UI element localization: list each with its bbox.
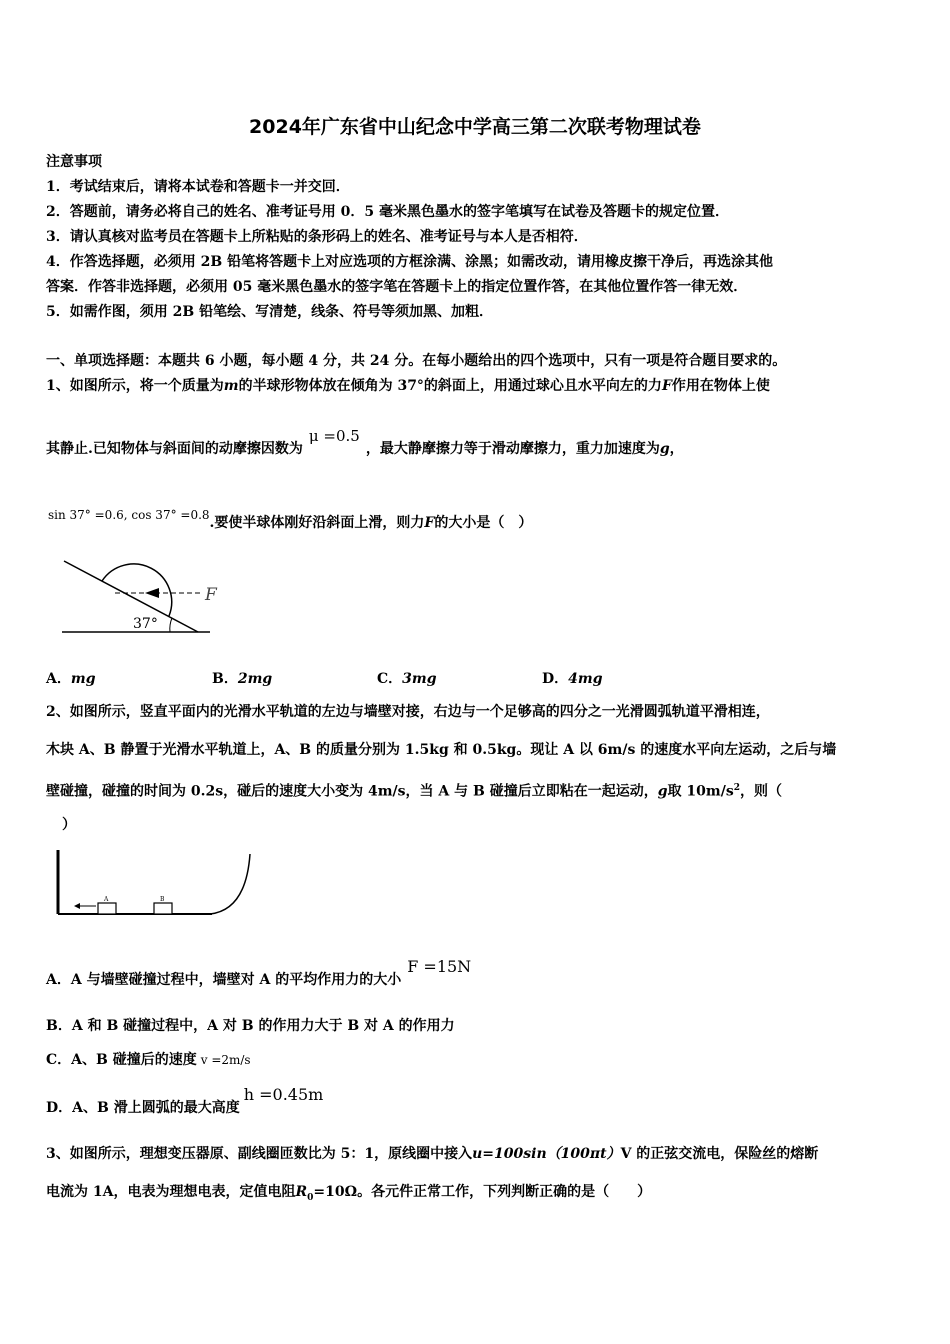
- trig-formula: sin 37° =0.6, cos 37° =0.8: [48, 508, 210, 522]
- block-b: [154, 903, 172, 914]
- q2-stem-line1: 2、如图所示，竖直平面内的光滑水平轨道的左边与墙壁对接，右边与一个足够高的四分之一光滑圆弧轨道平滑相连，: [46, 704, 770, 720]
- q2-option-d[interactable]: D．A、B 滑上圆弧的最大高度h =0.45m: [46, 1085, 324, 1116]
- height-formula: h =0.45m: [243, 1085, 324, 1104]
- notice-item-4-cont: 答案．作答非选择题，必须用 05 毫米黑色墨水的签字笔在答题卡上的指定位置作答，在其他位置作答一律无效．: [46, 279, 748, 295]
- q1-stem-line1: 1、如图所示，将一个质量为m的半球形物体放在倾角为 37°的斜面上，用通过球心且水平向左的力F作用在物体上使: [46, 378, 770, 394]
- mu-formula: μ =0.5: [308, 427, 360, 445]
- q1-option-c[interactable]: C．3mg: [377, 671, 437, 687]
- q2-option-a[interactable]: A．A 与墙壁碰撞过程中，墙壁对 A 的平均作用力的大小F =15N: [46, 957, 472, 988]
- arc-track: [210, 854, 250, 914]
- q2-stem-line4: ）: [62, 817, 76, 833]
- force-label: F: [205, 585, 217, 605]
- q1-option-b[interactable]: B．2mg: [212, 671, 273, 687]
- notice-heading: 注意事项: [46, 154, 102, 170]
- q2-option-c[interactable]: C．A、B 碰撞后的速度 v =2m/s: [46, 1052, 251, 1068]
- q2-figure-track: [50, 848, 260, 920]
- q1-option-d[interactable]: D．4mg: [542, 671, 603, 687]
- block-b-label: B: [160, 896, 165, 903]
- notice-item-1: 1．考试结束后，请将本试卷和答题卡一并交回．: [46, 179, 350, 195]
- notice-item-5: 5．如需作图，须用 2B 铅笔绘、写清楚，线条、符号等须加黑、加粗．: [46, 304, 494, 320]
- notice-item-4: 4．作答选择题，必须用 2B 铅笔将答题卡上对应选项的方框涂满、涂黑；如需改动，请用橡皮擦干净后，再选涂其他: [46, 254, 774, 270]
- q1-option-a[interactable]: A．mg: [46, 671, 96, 687]
- notice-item-3: 3．请认真核对监考员在答题卡上所粘贴的条形码上的姓名、准考证号与本人是否相符．: [46, 229, 588, 245]
- angle-arc: [170, 618, 172, 632]
- block-a: [98, 903, 116, 914]
- incline-surface: [64, 561, 198, 632]
- q1-stem-line3: sin 37° =0.6, cos 37° =0.8.要使半球体刚好沿斜面上滑，则力F的大小是（ ）: [48, 508, 533, 531]
- angle-label: 37°: [133, 616, 158, 632]
- velocity-arrowhead: [74, 903, 80, 909]
- force-arrowhead: [145, 588, 159, 598]
- q1-figure-incline: [55, 528, 235, 638]
- q2-stem-line2: 木块 A、B 静置于光滑水平轨道上，A、B 的质量分别为 1.5kg 和 0.5kg。现让 A 以 6m/s 的速度水平向左运动，之后与墙: [46, 742, 837, 758]
- block-a-label: A: [104, 896, 109, 903]
- page-title: 2024年广东省中山纪念中学高三第二次联考物理试卷: [249, 116, 701, 138]
- velocity-formula: v =2m/s: [200, 1053, 251, 1067]
- section-heading: 一、单项选择题：本题共 6 小题，每小题 4 分，共 24 分。在每小题给出的四个选项中，只有一项是符合题目要求的。: [46, 353, 787, 369]
- hemisphere-outline: [102, 564, 172, 616]
- notice-item-2: 2．答题前，请务必将自己的姓名、准考证号用 0．5 毫米黑色墨水的签字笔填写在试卷及答题卡的规定位置．: [46, 204, 729, 220]
- q3-stem-line1: 3、如图所示，理想变压器原、副线圈匝数比为 5：1，原线圈中接入u=100sin（100πt）V 的正弦交流电，保险丝的熔断: [46, 1146, 819, 1162]
- q1-stem-line2: 其静止.已知物体与斜面间的动摩擦因数为μ =0.5，最大静摩擦力等于滑动摩擦力，重力加速度为g，: [46, 427, 684, 457]
- q2-stem-line3: 壁碰撞，碰撞的时间为 0.2s，碰后的速度大小变为 4m/s，当 A 与 B 碰撞后立即粘在一起运动，g取 $10m/s^2$，则（: [46, 783, 782, 800]
- q2-option-b[interactable]: B．A 和 B 碰撞过程中，A 对 B 的作用力大于 B 对 A 的作用力: [46, 1018, 455, 1034]
- q3-stem-line2: 电流为 1A，电表为理想电表，定值电阻$R_0=10\Omega$。各元件正常工作，下列判断正确的是（ ）: [46, 1184, 652, 1203]
- force-formula: F =15N: [407, 957, 472, 976]
